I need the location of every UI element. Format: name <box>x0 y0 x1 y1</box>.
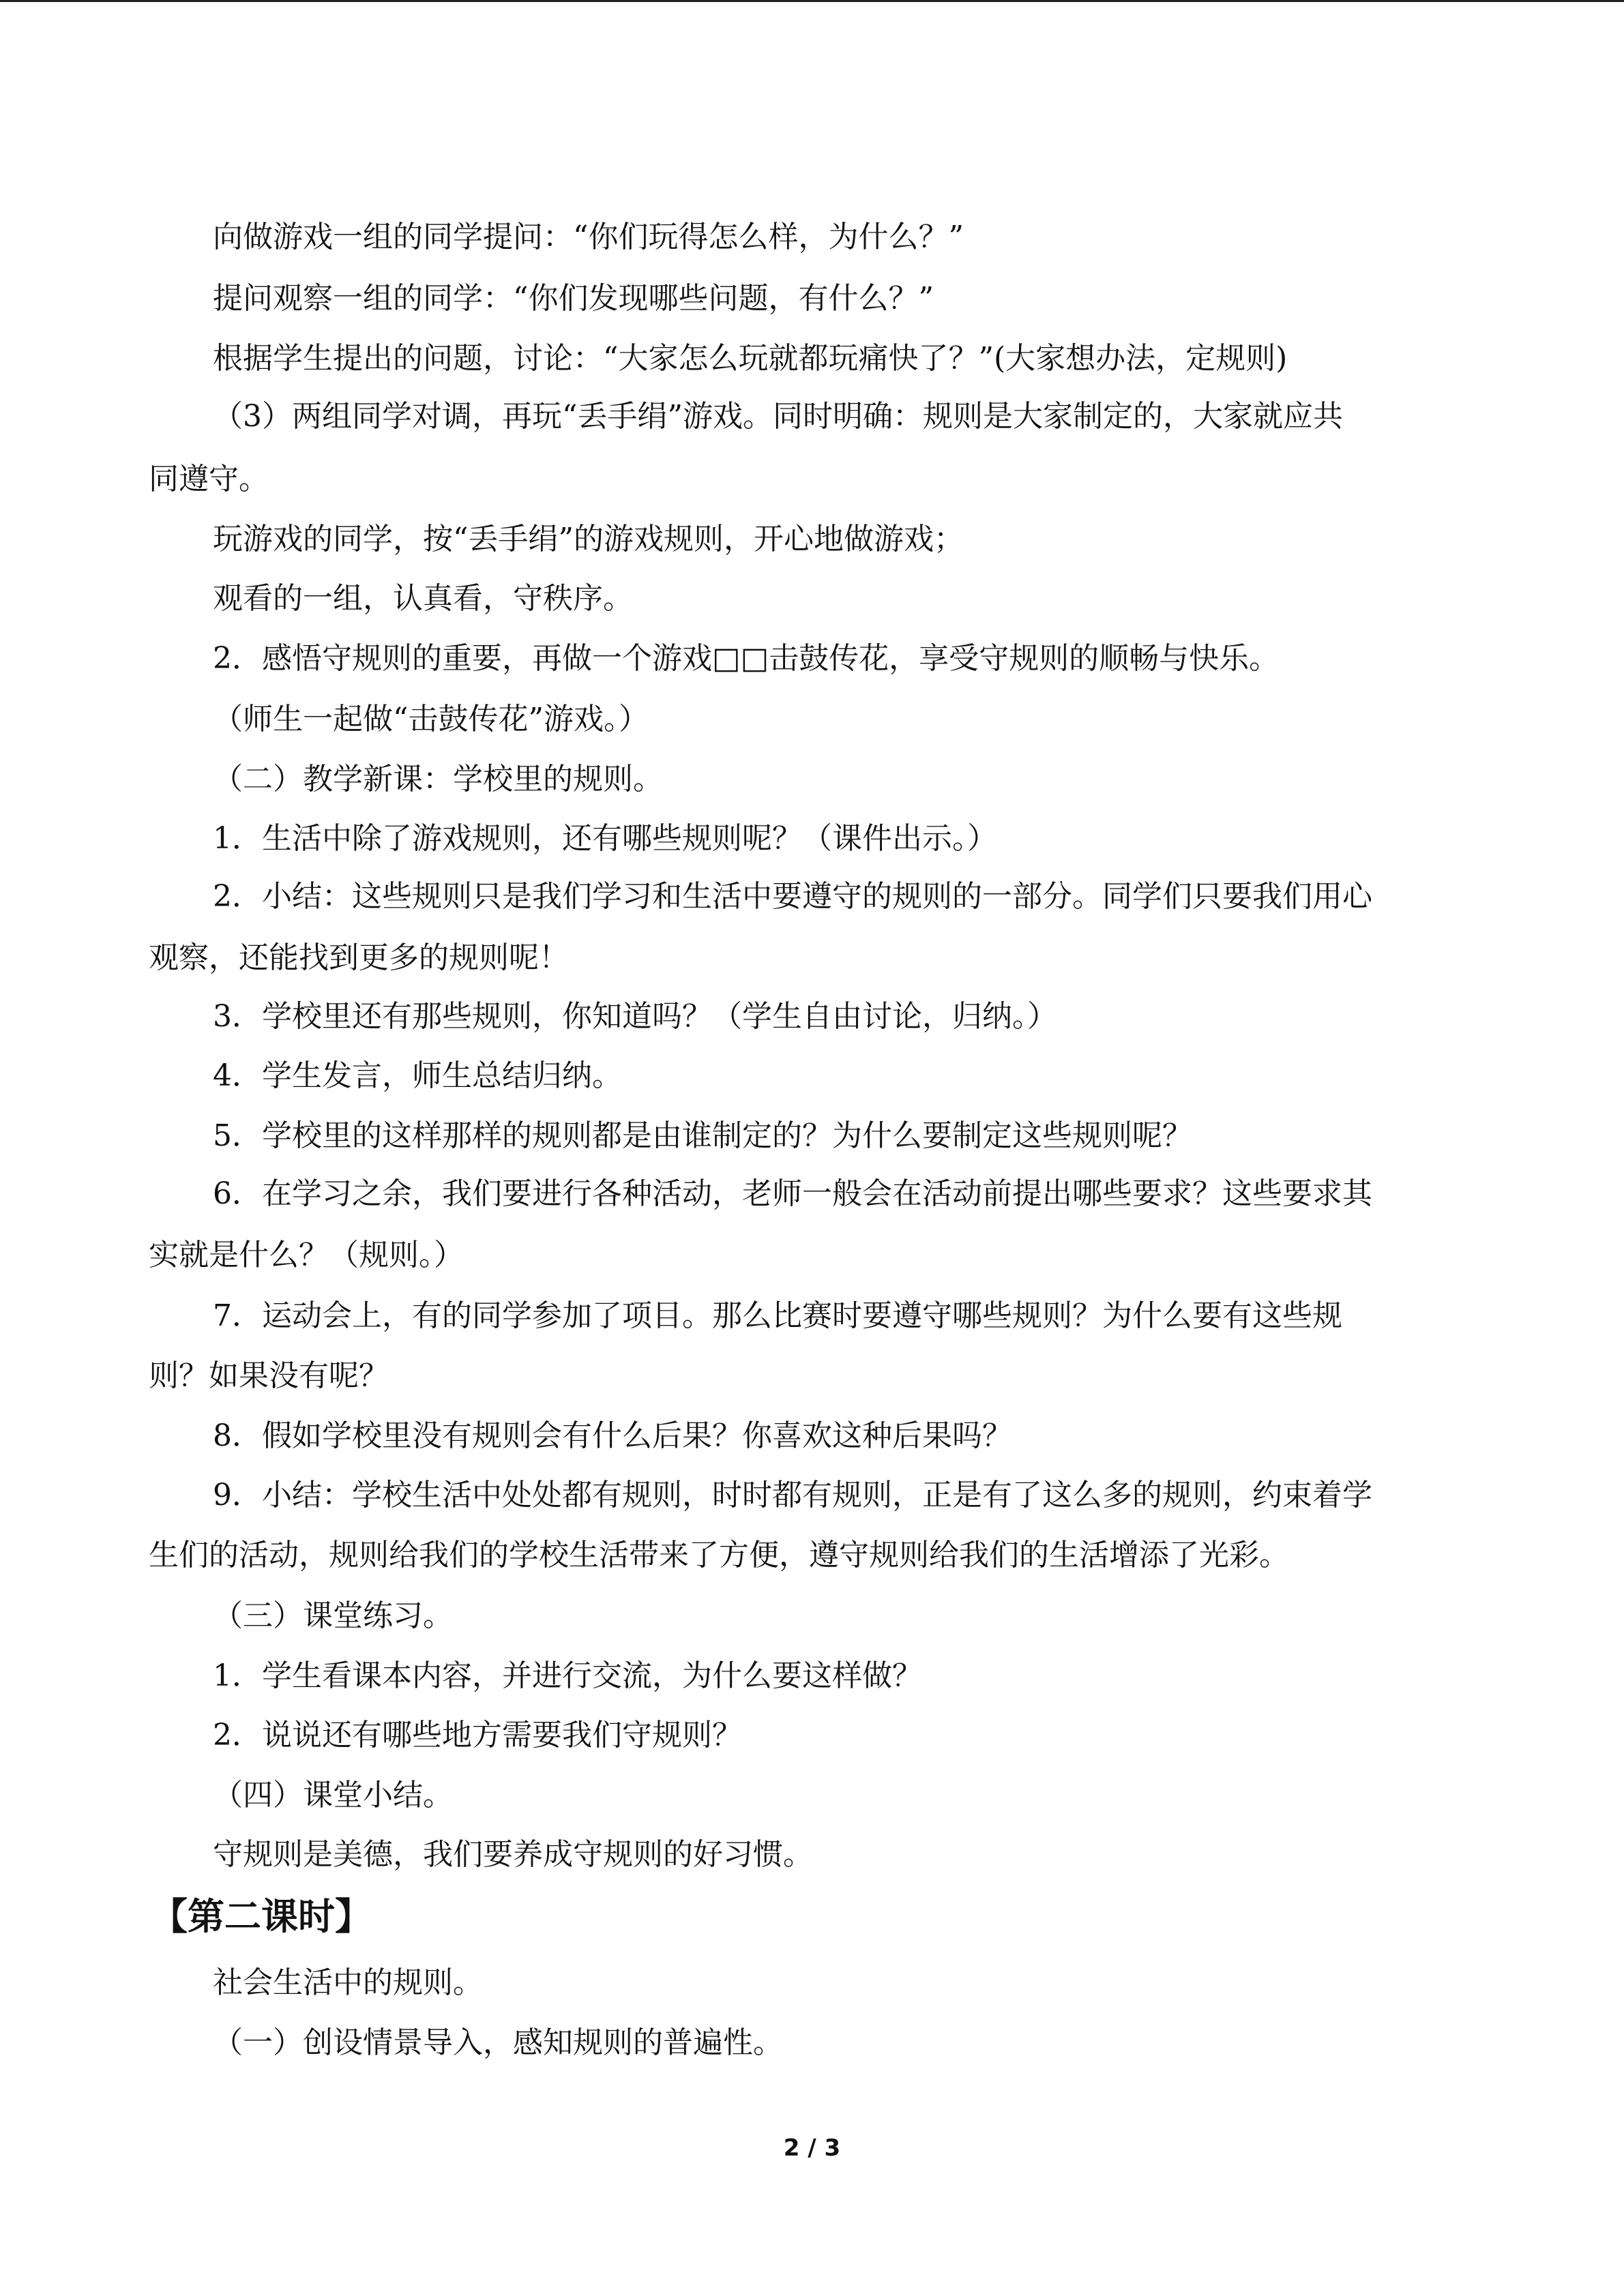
paragraph-line: 实就是什么？（规则。） <box>149 1238 464 1272</box>
paragraph-line: 生们的活动，规则给我们的学校生活带来了方便，遵守规则给我们的生活增添了光彩。 <box>149 1538 1289 1572</box>
paragraph-line: 7．运动会上，有的同学参加了项目。那么比赛时要遵守哪些规则？为什么要有这些规 <box>213 1298 1342 1333</box>
paragraph-line: 2．小结：这些规则只是我们学习和生活中要遵守的规则的一部分。同学们只要我们用心 <box>213 879 1372 914</box>
paragraph-line: 9．小结：学校生活中处处都有规则，时时都有规则，正是有了这么多的规则，约束着学 <box>213 1478 1372 1512</box>
paragraph-line: 玩游戏的同学，按“丢手绢”的游戏规则，开心地做游戏； <box>213 522 964 556</box>
paragraph-line: 社会生活中的规则。 <box>213 1965 483 2000</box>
paragraph-line: 守规则是美德，我们要养成守规则的好习惯。 <box>213 1837 813 1872</box>
paragraph-line: 5．学校里的这样那样的规则都是由谁制定的？为什么要制定这些规则呢？ <box>213 1118 1192 1153</box>
body-text <box>0 2 1624 2296</box>
paragraph-line: 6．在学习之余，我们要进行各种活动，老师一般会在活动前提出哪些要求？这些要求其 <box>213 1176 1372 1211</box>
paragraph-line: 根据学生提出的问题，讨论：“大家怎么玩就都玩痛快了？”(大家想办法，定规则) <box>213 341 1288 376</box>
paragraph-line: （3）两组同学对调，再玩“丢手绢”游戏。同时明确：规则是大家制定的，大家就应共 <box>213 399 1343 434</box>
paragraph-line: 4．学生发言，师生总结归纳。 <box>213 1058 622 1093</box>
paragraph-line: （四）课堂小结。 <box>213 1778 453 1813</box>
paragraph-line: （师生一起做“击鼓传花”游戏。） <box>213 702 649 736</box>
paragraph-line: 1．学生看课本内容，并进行交流，为什么要这样做？ <box>213 1658 922 1693</box>
paragraph-line: 则？如果没有呢？ <box>149 1358 389 1393</box>
page-number: 2 / 3 <box>783 2134 841 2162</box>
paragraph-line: 8．假如学校里没有规则会有什么后果？你喜欢这种后果吗？ <box>213 1418 1012 1453</box>
section-heading: 【第二课时】 <box>151 1895 372 1938</box>
paragraph-line: 1．生活中除了游戏规则，还有哪些规则呢？（课件出示。） <box>213 821 997 856</box>
paragraph-line: （一）创设情景导入，感知规则的普遍性。 <box>213 2025 783 2060</box>
paragraph-line: 观察，还能找到更多的规则呢！ <box>149 940 569 975</box>
paragraph-line: 向做游戏一组的同学提问：“你们玩得怎么样，为什么？” <box>213 220 964 254</box>
paragraph-line: 3．学校里还有那些规则，你知道吗？（学生自由讨论，归纳。） <box>213 999 1057 1034</box>
paragraph-line: 同遵守。 <box>149 462 269 496</box>
paragraph-line: 2．感悟守规则的重要，再做一个游戏□□击鼓传花，享受守规则的顺畅与快乐。 <box>213 641 1280 676</box>
paragraph-line: （三）课堂练习。 <box>213 1598 453 1633</box>
paragraph-line: 提问观察一组的同学：“你们发现哪些问题，有什么？” <box>213 281 934 316</box>
paragraph-line: 2．说说还有哪些地方需要我们守规则？ <box>213 1718 742 1753</box>
paragraph-line: （二）教学新课：学校里的规则。 <box>213 762 663 796</box>
paragraph-line: 观看的一组，认真看，守秩序。 <box>213 581 633 616</box>
